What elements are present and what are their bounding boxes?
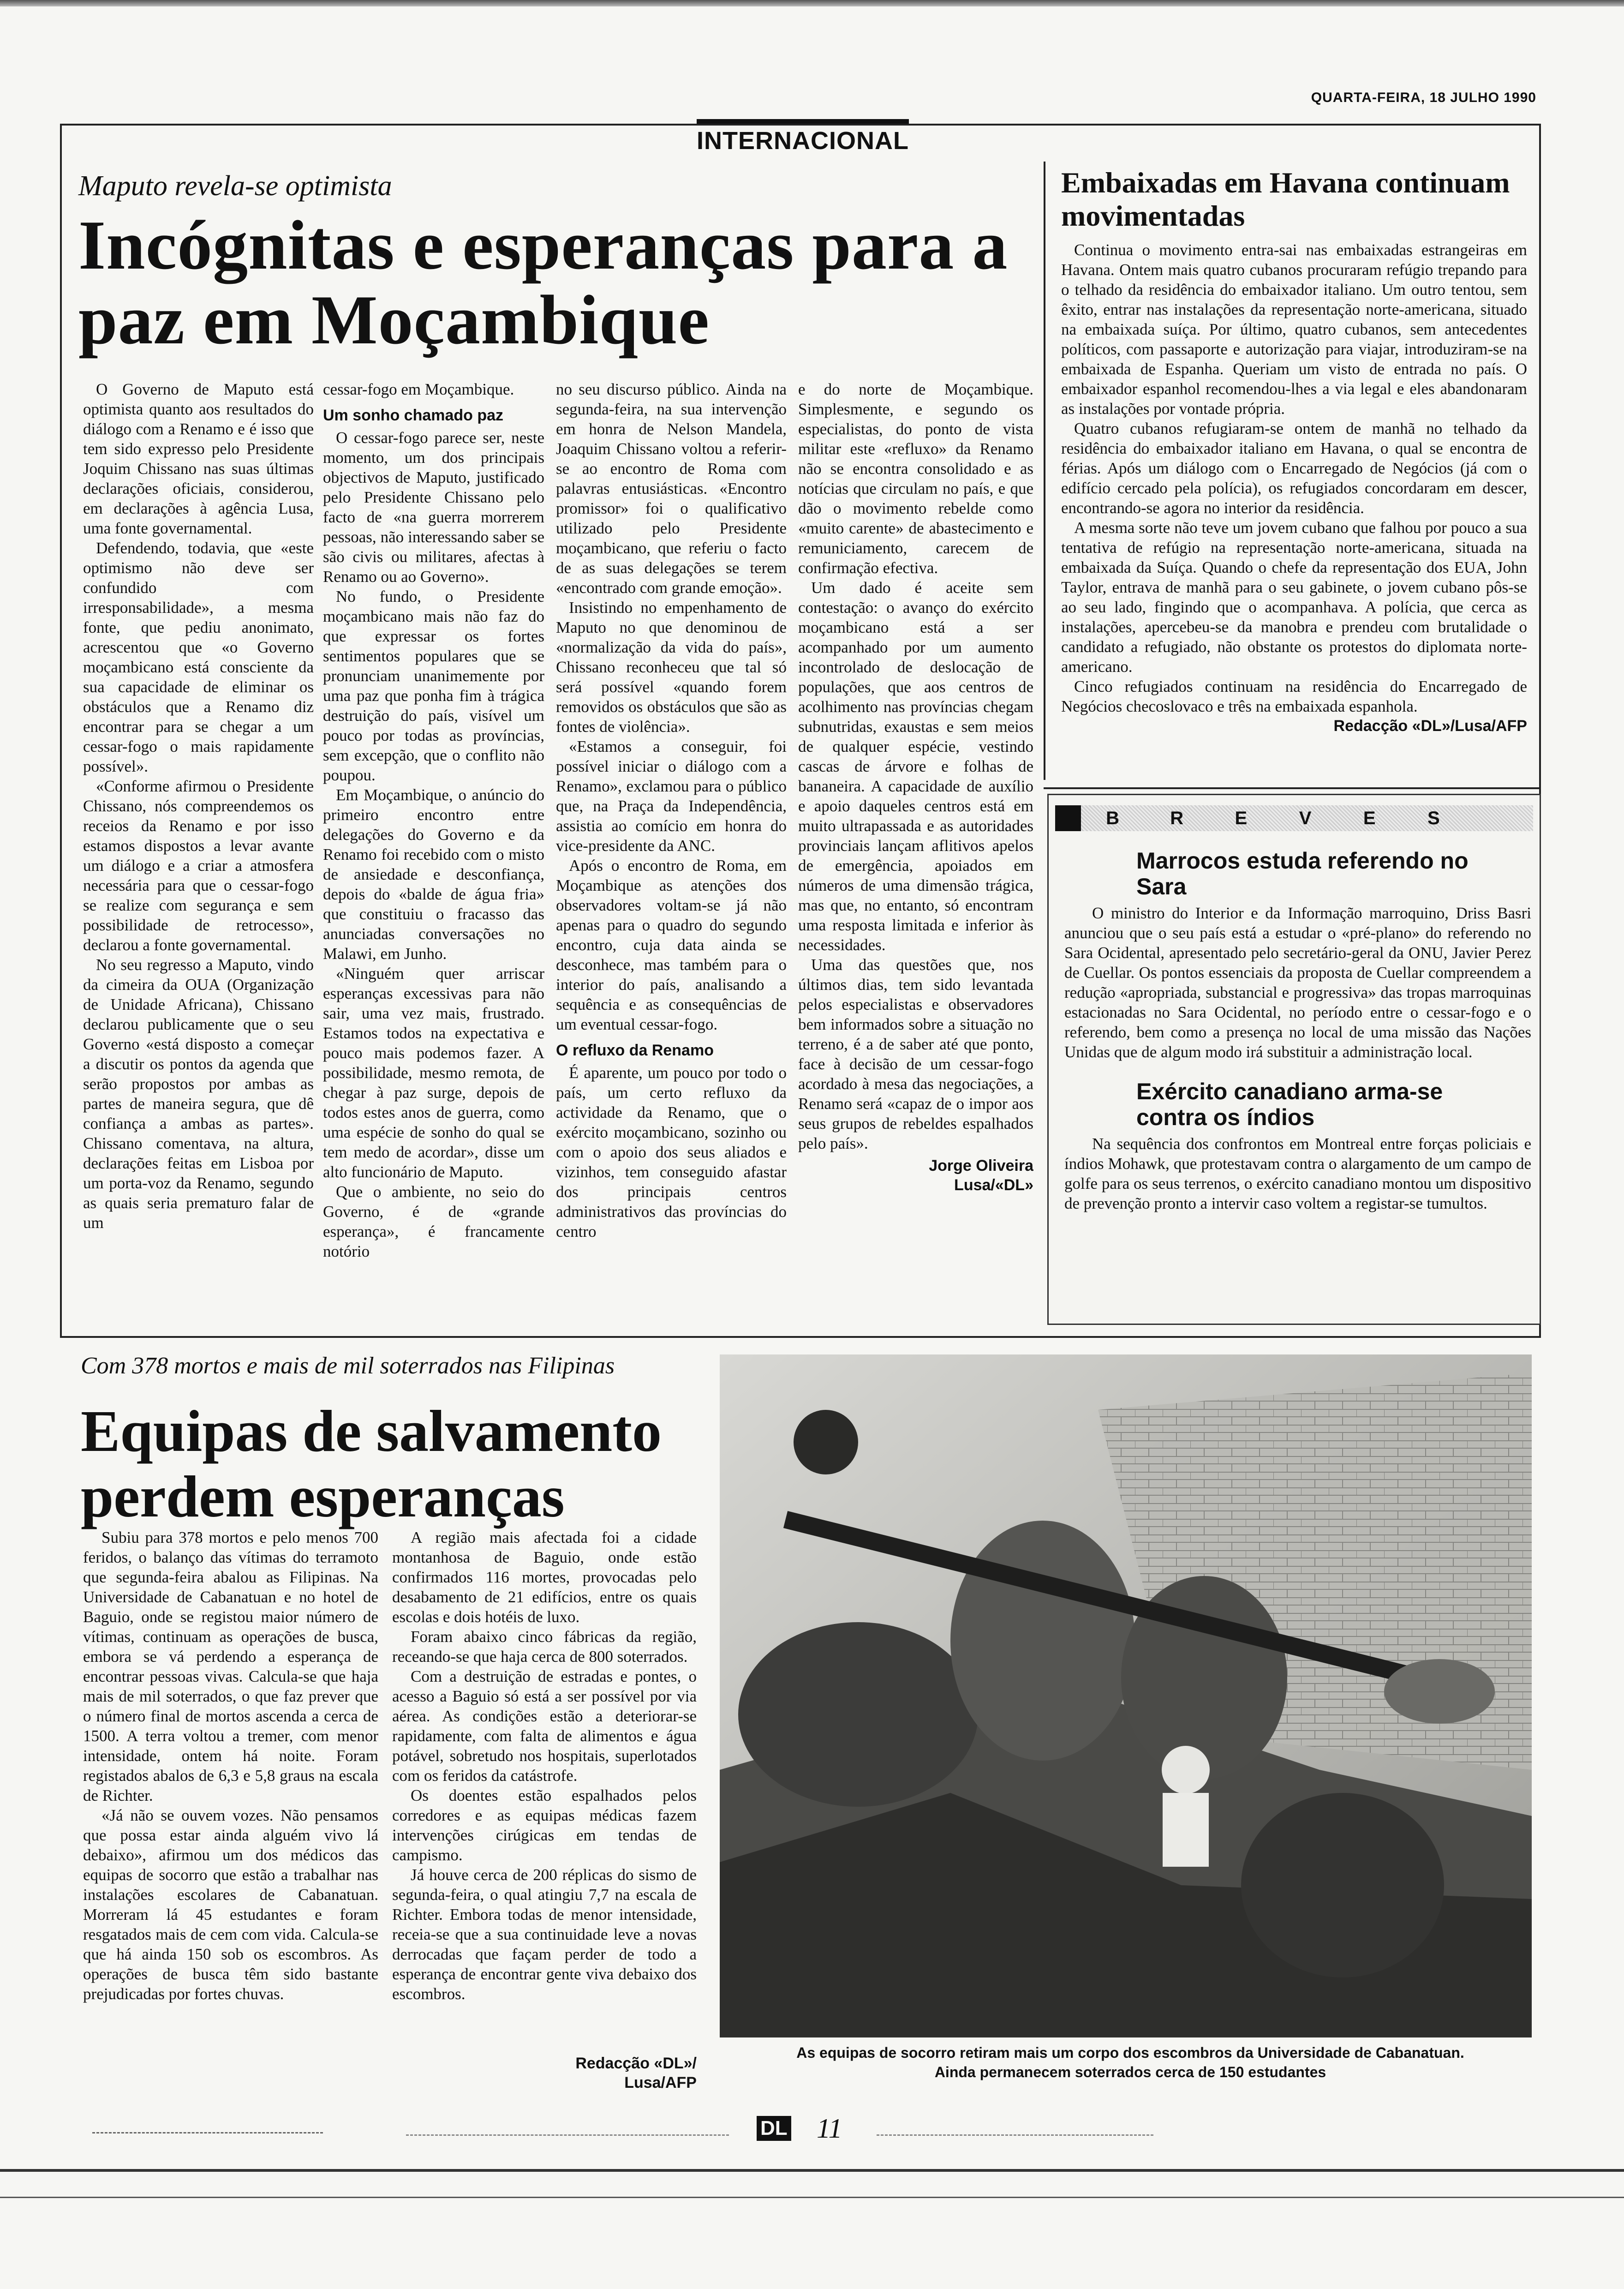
main-col-4 [798,379,1033,1330]
philippines-c1-p1: Subiu para 378 mortos e pelo menos 700 feridos, o balanço das vítimas do terramoto que segunda-feira abalou as Filipinas. Na Universidade de Cabanatuan e no hotel de Baguio, onde se registou maior número de vítimas, continuam as operações de busca, embora se vá perdendo a esperança de encontrar pessoas vivas. Calcula-se que haja mais de mil soterrados, o que faz prever que o número final de mortos ascenda a cerca de 1500. A terra voltou a tremer, com menor intensidade, ontem há noite. Foram registados abalos de 6,3 e 5,8 graus na escala de Richter. [83,1528,378,1804]
main-subhead-1: Um sonho chamado paz [323,407,504,424]
philippines-c2-p4: Os doentes estão espalhados pelos corredores e as equipas médicas fazem intervenções cirúgicas em tendas de campismo. [392,1786,697,1864]
havana-p2: Quatro cubanos refugiaram-se ontem de manhã no telhado da residência do embaixador italiano em Havana, o qual se encontra de férias. Após um diálogo com o Encarregado de Negócios (já com o edifício cercado pela polícia), os refugiados concordaram em descer, encontrando-se agora no interior da residência. [1061,419,1527,517]
footer-logo [757,2116,791,2141]
havana-p3: A mesma sorte não teve um jovem cubano que falhou por pouco a sua tentativa de refúgio na representação norte-americana, situada na embaixada da Suíça. Quando o chefe da representação dos EUA, John Taylor, entrava de manhã para o seu gabinete, o jovem cubano pôs-se ao seu lado, fingindo que o acompanhava. A polícia, que cerca as instalações, apercebeu-se da manobra e prendeu com brutalidade o candidato a refugiado, não obstante os protestos do diplomata norte-americano. [1061,519,1527,676]
main-c3-p4: Após o encontro de Roma, em Moçambique as atenções dos observadores voltam-se já não apenas para o quadro do segundo encontro, cuja data ainda se desconhece, mas também para o interior do país, analisando a sequência e as consequências de um eventual cessar-fogo. [556,857,787,1033]
rescue-photo-image [720,1354,1532,2037]
main-c3-p3: «Estamos a conseguir, foi possível iniciar o diálogo com a Renamo», exclamou para o público que, na Praça da Independência, assistia ao comício em honra do vice-presidente da ANC. [556,737,787,855]
main-c4-p3: Uma das questões que, nos últimos dias, tem sido levantada pelos especialistas e observadores bem informados sobre a situação no terreno, é a de saber até que ponto, face à decisão de um cessar-fogo acordado à mesa das negociações, a Renamo será «capaz de o impor aos seus grupos de rebeldes espalhados pelo país». [798,956,1033,1152]
section-label: INTERNACIONAL [697,127,909,155]
breves-item-2-text: Na sequência dos confrontos em Montreal entre forças policiais e índios Mohawk, que protestavam contra o alargamento de um campo de golfe para os seus terrenos, o exército canadiano montou um dispositivo de prevenção pronto a intervir caso voltem a registar-se tumultos. [1064,1135,1531,1212]
breves-letter: E [1235,808,1248,828]
havana-p4: Cinco refugiados continuam na residência do Encarregado de Negócios checoslovaco e três na embaixada espanhola. [1061,677,1527,715]
main-kicker: Maputo revela-se optimista [78,170,392,202]
philippines-byline: Redacção «DL»/ Lusa/AFP [575,2055,697,2091]
philippines-c1-p2: «Já não se ouvem vozes. Não pensamos que possa estar ainda alguém vivo lá debaixo», afirmou um dos médicos das equipas de socorro que estão a trabalhar nas instalações escolares de Cabanatuan. Morreram lá 45 estudantes e foram resgatados mais de cem com vida. Calcula-se que há ainda 150 sob os escombros. As operações de busca têm sido bastante prejudicadas por fortes chuvas. [83,1806,378,2003]
main-c1-p3: «Conforme afirmou o Presidente Chissano, nós compreendemos os receios da Renamo e por isso estamos dispostos a levar avante um diálogo e a criar a atmosfera necessária para que o cessar-fogo se realize com segurança e sem possibilidade de retrocesso», declarou a fonte governamental. [83,777,314,954]
main-headline: Incógnitas e esperanças para a paz em Moçambique [78,206,1008,359]
main-c3-p2: Insistindo no empenhamento de Maputo no que denominou de «normalização da vida do país», Chissano reconheceu que tal só será possível «quando forem removidos os obstáculos que são as fontes de violência». [556,599,787,736]
footer-dashed-right [877,2134,1153,2136]
main-byline: Jorge Oliveira Lusa/«DL» [929,1157,1033,1194]
bottom-rule [0,2169,1624,2172]
main-c4-p1: e do norte de Moçambique. Simplesmente, e segundo os especialistas, do ponto de vista militar este «refluxo» da Renamo não se encontra consolidado e as notícias que circulam no país, e que dão o movimento rebelde como «muito carente» de abastecimento e remuniciamento, carecem de confirmação efectiva. [798,380,1033,577]
frame-top-rule [60,124,1541,126]
philippines-kicker: Com 378 mortos e mais de mil soterrados nas Filipinas [81,1353,615,1379]
philippines-c2-p5: Já houve cerca de 200 réplicas do sismo de segunda-feira, o qual atingiu 7,7 na escala de Richter. Embora todas de menor intensidade, receia-se que a sua continuidade leve a novas derrocadas que façam perder de todo a esperança de encontrar gente viva debaixo dos escombros. [392,1866,697,2003]
frame-left-rule [60,124,62,1337]
breves-item-1-headline: Marrocos estuda referendo no Sara [1136,848,1469,899]
main-c3-p5: É aparente, um pouco por todo o país, um certo refluxo da actividade da Renamo, que o exército moçambicano, sozinho ou com o apoio dos seus aliados e vizinhos, tem conseguido afastar dos principais centros administrativos das províncias do centro [556,1064,787,1240]
main-c2-p5: «Ninguém quer arriscar esperanças excessivas para não sair, uma vez mais, frustrado. Estamos todos na expectativa e pouco mais podemos fazer. A possibilidade, mesmo remota, de chegar à paz surge, depois de todos estes anos de guerra, como uma espécie de sonho do qual se tem medo de acordar», disse um alto funcionário de Maputo. [323,965,544,1181]
main-c1-p2: Defendendo, todavia, que «este optimismo não deve ser confundido com irresponsabilidade», a mesma fonte, que pediu anonimato, acrescentou que «o Governo moçambicano está consciente da sua capacidade de eliminar os obstáculos que a Renamo diz encontrar para se chegar a um cessar-fogo o mais rapidamente possível». [83,539,314,775]
breves-letter: B [1106,808,1121,828]
breves-box [1047,794,1541,1325]
havana-headline: Embaixadas em Havana continuam movimentadas [1061,166,1510,232]
breves-letters [1081,808,1533,829]
main-c2-p4: Em Moçambique, o anúncio do primeiro encontro entre delegações do Governo e da Renamo foi recebido com o misto de ansiedade e desconfiança, depois do «balde de água fria» que constituiu o fracasso das anunciadas conversações no Malawi, em Junho. [323,786,544,963]
main-c1-p1: O Governo de Maputo está optimista quanto aos resultados do diálogo com a Renamo e é isso que tem sido expresso pelo Presidente Joquim Chissano nas suas últimas declarações oficiais, considerou, em declarações à agência Lusa, uma fonte governamental. [83,380,314,537]
main-col-2 [323,379,544,1330]
main-c4-p2: Um dado é aceite sem contestação: o avanço do exército moçambicano está a ser acompanhado por um aumento incontrolado de deslocação de populações, que aos centros de acolhimento nas províncias chegam subnutridas, exaustas e sem meios de qualquer espécie, vestindo cascas de árvore e folhas de bananeira. A capacidade de auxílio e apoio daqueles centros está em muito ultrapassada e as autoridades provinciais lançam aflitivos apelos de emergência, apoiados em números de uma dimensão trágica, mas que, no entanto, só encontram uma resposta limitada e inferior às necessidades. [798,579,1033,954]
breves-banner [1055,805,1533,831]
breves-letter: R [1170,808,1185,828]
breves-letter: S [1427,808,1441,828]
havana-byline: Redacção «DL»/Lusa/AFP [1333,717,1527,735]
havana-body [1061,240,1527,785]
breves-item-2-headline: Exército canadiano arma-se contra os índios [1136,1079,1443,1130]
mid-rule [60,1336,1541,1338]
breves-letter: V [1299,808,1313,828]
rescue-photo [720,1354,1532,2037]
breves-item-1-text: O ministro do Interior e da Informação marroquino, Driss Basri anunciou que o seu país está a estudar o «pré-plano» do referendo no Sara Ocidental, apresentado pelo secretário-geral da ONU, Javier Perez de Cuellar. Os pontos essenciais da proposta de Cuellar compreendem a redução «apropriada, substancial e progressiva» das tropas marroquinas estacionadas no Sara Ocidental, no período entre o cessar-fogo e o referendo, bem como a presença no local de uma missão das Nações Unidas que de algum modo irá substituir a administração local. [1064,904,1531,1061]
main-c2-p6: Que o ambiente, no seio do Governo, é de «grande esperança», é francamente notório [323,1183,544,1260]
footer-dashed-left [92,2132,323,2133]
main-c2-p1: cessar-fogo em Moçambique. [323,380,514,398]
page-number: 11 [817,2113,842,2144]
bottom-rule-2 [0,2197,1624,2198]
footer-dashed-mid [406,2134,729,2136]
top-edge-shadow [0,0,1624,6]
breves-letter: E [1363,808,1377,828]
main-c1-p4: No seu regresso a Maputo, vindo da cimeira da OUA (Organização de Unidade Africana), Chissano declarou publicamente que o seu Governo «está disposto a começar a discutir os pontos da agenda que serão propostos por ambas as partes de maneira segura, que dê confiança a ambas as partes». Chissano comentava, na altura, declarações feitas em Lisboa por um porta-voz da Renamo, segundo as quais seria prematuro falar de um [83,956,314,1232]
main-c2-p3: No fundo, o Presidente moçambicano mais não faz do que expressar os fortes sentimentos populares que se pronunciam unanimemente por uma paz que ponha fim à trágica destruição do país, visível um pouco por todas as províncias, sem excepção, que o conflito não poupou. [323,587,544,784]
photo-caption-2: Ainda permanecem soterrados cerca de 150 estudantes [934,2064,1326,2080]
philippines-c2-p2: Foram abaixo cinco fábricas da região, receando-se que haja cerca de 800 soterrados. [392,1628,697,1666]
breves-square-icon [1055,805,1081,831]
main-c3-p1: no seu discurso público. Ainda na segunda-feira, na sua intervenção em honra de Nelson Mandela, Joaquim Chissano voltou a referir-se ao encontro de Roma com palavras entusiásticas. «Encontro promissor» foi o qualificativo utilizado pelo Presidente moçambicano, que referiu o facto de as suas delegações se terem «encontrado com grande emoção». [556,380,787,597]
philippines-headline: Equipas de salvamento perdem esperanças [81,1398,662,1529]
havana-p1: Continua o movimento entra-sai nas embaixadas estrangeiras em Havana. Ontem mais quatro cubanos procuraram refúgio trepando para o telhado da residência do embaixador italiano. Um outro tentou, sem êxito, entrar nas instalações da representação norte-americana, situado na embaixada suíça. Por último, quatro cubanos, sem antecedentes políticos, com passaporte e autorização para viajar, introduziram-se na embaixada de Espanha. Queriam um visto de entrada no país. O embaixador espanhol recomendou-lhes a via legal e eles abandonaram as instalações por vontade própria. [1061,241,1527,418]
philippines-c2-p3: Com a destruição de estradas e pontes, o acesso a Baguio só está a ser possível por via aérea. As condições estão a deteriorar-se rapidamente, com falta de alimentos e água potável, sobretudo nos hospitais, superlotados com os feridos da catástrofe. [392,1667,697,1785]
photo-caption-1: As equipas de socorro retiram mais um corpo dos escombros da Universidade de Cabanatuan. [796,2044,1464,2061]
philippines-col-2 [392,1528,697,2049]
philippines-c2-p1: A região mais afectada foi a cidade montanhosa de Baguio, onde estão confirmados 116 mortes, provocadas pelo desabamento de 21 edifícios, entre os quais escolas e dois hotéis de luxo. [392,1528,697,1626]
main-c2-p2: O cessar-fogo parece ser, neste momento, um dos principais objectivos de Maputo, justificado pelo Presidente Chissano pelo facto de «na guerra morrerem pessoas, não interessando saber se são civis ou militares, afectas à Renamo ou ao Governo». [323,429,544,586]
breves-top-rule [1044,787,1541,789]
havana-divider [1044,162,1045,780]
main-subhead-2: O refluxo da Renamo [556,1042,714,1059]
date-line: QUARTA-FEIRA, 18 JULHO 1990 [1311,90,1536,105]
philippines-col-1 [83,1528,378,2095]
main-col-3 [556,379,787,1330]
main-col-1 [83,379,314,1330]
footer-logo-text: DL [760,2117,788,2139]
